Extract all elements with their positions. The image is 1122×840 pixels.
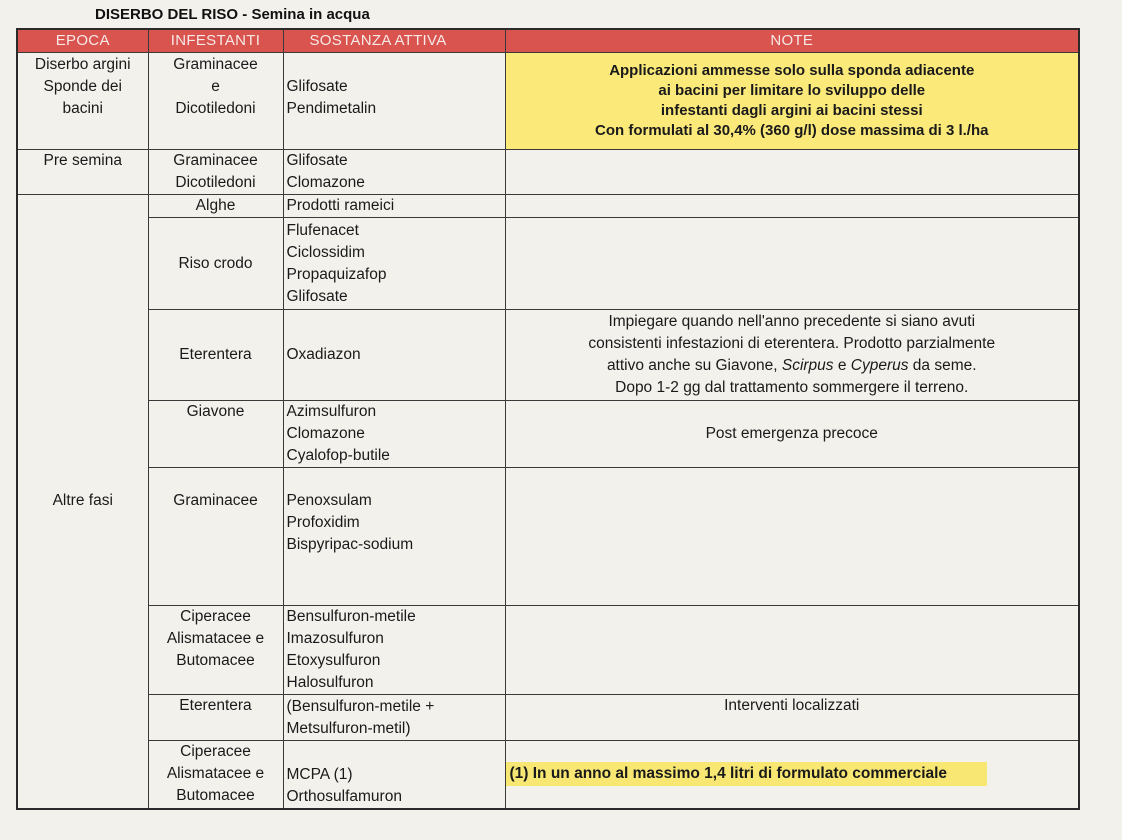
header-note: NOTE [505,29,1079,53]
herbicide-table [16,28,1080,810]
cell-infestanti: Riso crodo [148,218,283,310]
note-line: Dopo 1-2 gg dal trattamento sommergere il terreno. [615,379,969,396]
note-species-cyperus: Cyperus [850,357,909,374]
cell-epoca-altre-fasi: Altre fasi [17,195,148,809]
cell-note [505,150,1079,195]
epoca-line: Sponde dei [43,78,122,95]
epoca-line: bacini [62,100,103,117]
cell-note [505,606,1079,695]
table-row [17,606,1079,695]
sostanza-line: Clomazone [286,425,365,442]
note-text: da seme. [908,357,977,374]
table-row [17,468,1079,606]
cell-note [505,310,1079,401]
sostanza-line: Propaquizafop [286,265,387,283]
infestante-line: Dicotiledoni [175,100,256,117]
infestante-line: Alismatacee e [166,765,265,783]
infestante-line: Ciperacee [180,608,251,625]
sostanza-line: Pendimetalin [286,100,377,117]
table-header-row [17,29,1079,53]
cell-infestanti: Eterentera [148,310,283,401]
cell-infestanti [148,606,283,695]
infestante-line: Alismatacee e [166,630,265,647]
cell-sostanze [283,401,505,468]
infestante-line: Butomacee [176,652,255,669]
note-text: attivo anche su Giavone, [606,357,782,374]
table-row [17,195,1079,218]
sostanza-line: Bensulfuron-metile [286,608,416,625]
sostanza-line: Etoxysulfuron [286,652,381,669]
infestante-line: Ciperacee [180,743,251,761]
sostanza-line: Orthosulfamuron [286,787,402,805]
table-row [17,401,1079,468]
cell-note: Interventi localizzati [505,695,1079,741]
table-row [17,150,1079,195]
cell-sostanze: Prodotti rameici [283,195,505,218]
sostanza-line: Glifosate [286,152,348,169]
title-subtitle: Semina in acqua [251,6,370,23]
cell-infestanti: Eterentera [148,695,283,741]
title-separator: - [238,6,252,23]
note-text: e [833,357,851,374]
table-row [17,310,1079,401]
infestante-line: Graminacee [173,152,258,169]
document-title [95,6,370,23]
cell-sostanze [283,53,505,150]
table-row [17,695,1079,741]
table-row [17,218,1079,310]
infestante-line: Graminacee [173,56,258,73]
cell-infestanti: Giavone [148,401,283,468]
cell-infestanti: Graminacee [148,468,283,606]
cell-note-highlight [505,53,1079,150]
cell-sostanze [283,606,505,695]
cell-epoca [17,53,148,150]
cell-infestanti [148,150,283,195]
note-line: Con formulati al 30,4% (360 g/l) dose massima di 3 l./ha [595,122,989,139]
sostanza-line: Penoxsulam [286,492,372,509]
cell-sostanze [283,741,505,809]
cell-note [505,218,1079,310]
cell-infestanti: Alghe [148,195,283,218]
cell-infestanti [148,53,283,150]
note-line [509,355,1076,377]
sostanza-line: Clomazone [286,174,365,191]
sostanza-line: Flufenacet [286,221,359,239]
cell-sostanze [283,150,505,195]
table-row [17,53,1079,150]
cell-infestanti [148,741,283,809]
note-highlight-footnote: (1) In un anno al massimo 1,4 litri di formulato commerciale [506,762,988,786]
cell-note [505,195,1079,218]
cell-note: Post emergenza precoce [505,401,1079,468]
sostanza-line: Azimsulfuron [286,403,377,420]
sostanza-line: Glifosate [286,287,348,305]
header-sostanza-attiva: SOSTANZA ATTIVA [283,29,505,53]
sostanza-line: Cyalofop-butile [286,447,390,464]
header-infestanti: INFESTANTI [148,29,283,53]
note-line: ai bacini per limitare lo sviluppo delle [658,82,926,99]
note-line: consistenti infestazioni di eterentera. Prodotto parzialmente [588,335,996,352]
sostanza-line: Halosulfuron [286,674,374,691]
note-species-scirpus: Scirpus [781,357,834,374]
infestante-line: Dicotiledoni [175,174,256,191]
cell-sostanze [283,695,505,741]
note-line: Applicazioni ammesse solo sulla sponda adiacente [609,62,975,79]
note-line: infestanti dagli argini ai bacini stessi [660,102,923,119]
sostanza-line: Bispyripac-sodium [286,536,414,553]
header-epoca: EPOCA [17,29,148,53]
cell-sostanze [283,218,505,310]
infestante-line: e [211,78,220,95]
sostanza-line: Profoxidim [286,514,360,531]
sostanza-line: Glifosate [286,78,348,95]
cell-epoca: Pre semina [17,150,148,195]
sostanza-line: (Bensulfuron-metile + [286,697,435,715]
sostanza-line: Imazosulfuron [286,630,384,647]
table-row [17,741,1079,809]
cell-sostanze: Oxadiazon [283,310,505,401]
sostanza-line: Metsulfuron-metil) [286,719,411,737]
sostanza-line: Ciclossidim [286,243,365,261]
epoca-line: Diserbo argini [34,56,131,73]
cell-note [505,741,1079,809]
cell-note [505,468,1079,606]
infestante-line: Butomacee [176,787,255,805]
cell-sostanze [283,468,505,606]
title-main: DISERBO DEL RISO [95,6,239,23]
sostanza-line: MCPA (1) [286,765,353,783]
note-line: Impiegare quando nell'anno precedente si siano avuti [608,313,976,330]
